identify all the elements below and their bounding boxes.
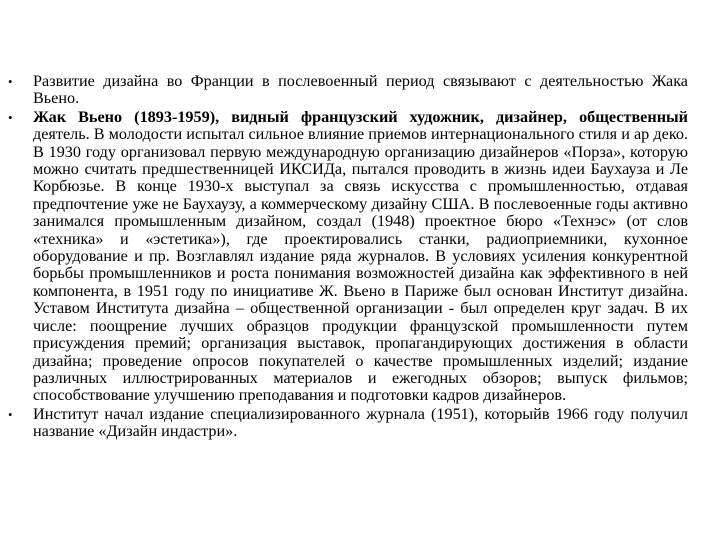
list-item	[8, 109, 688, 405]
item-text: деятель. В молодости испытал сильное влияние приемов интернационального стиля и ар деко. В 1930 году организовал первую международную организацию дизайнеров «Порза», которую можно считать предшественницей ИКСИДа, пытался проводить в жизнь идеи Баухауза и Ле Корбюзье. В конце 1930-х выступал за связь искусства с промышленностью, отдавая предпочтение уже не Баухаузу, а коммерческому дизайну США. В послевоенные годы активно занимался промышленным дизайном, создал (1948) проектное бюро «Технэс» (от слов «техника» и «эстетика»), где проектировались станки, радиоприемники, кухонное оборудование и пр. Возглавлял издание ряда журналов. В условиях усиления конкурентной борьбы промышленников и роста понимания возможностей дизайна как эффективного в ней компонента, в 1951 году по инициативе Ж. Вьено в Париже был основан Институт дизайна. Уставом Института дизайна – общественной организации - был определен круг задач. В их числе: поощрение лучших образцов продукции французской промышленности путем присуждения премий; организация выставок, пропагандирующих достижения в области дизайна; проведение опросов покупателей о качестве промышленных изделий; издание различных иллюстрированных материалов и ежегодных обзоров; выпуск фильмов; способствование улучшению преподавания и подготовки кадров дизайнеров.	[33, 125, 688, 405]
item-text: Развитие дизайна во Франции в послевоенный период связывают с деятельностью Жака Вьено.	[33, 72, 688, 108]
list-item	[8, 406, 688, 441]
bullet-icon: •	[8, 406, 13, 422]
bullet-icon: •	[8, 74, 13, 89]
item-text: Институт начал издание специализированного журнала (1951), которыйв 1966 году получил название «Дизайн индастри».	[33, 404, 688, 441]
bullet-list	[8, 73, 688, 442]
list-item	[8, 73, 688, 108]
item-bold-text: Жак Вьено (1893-1959), видный французский художник, дизайнер, общественный	[33, 107, 688, 126]
bullet-icon: •	[8, 109, 13, 125]
